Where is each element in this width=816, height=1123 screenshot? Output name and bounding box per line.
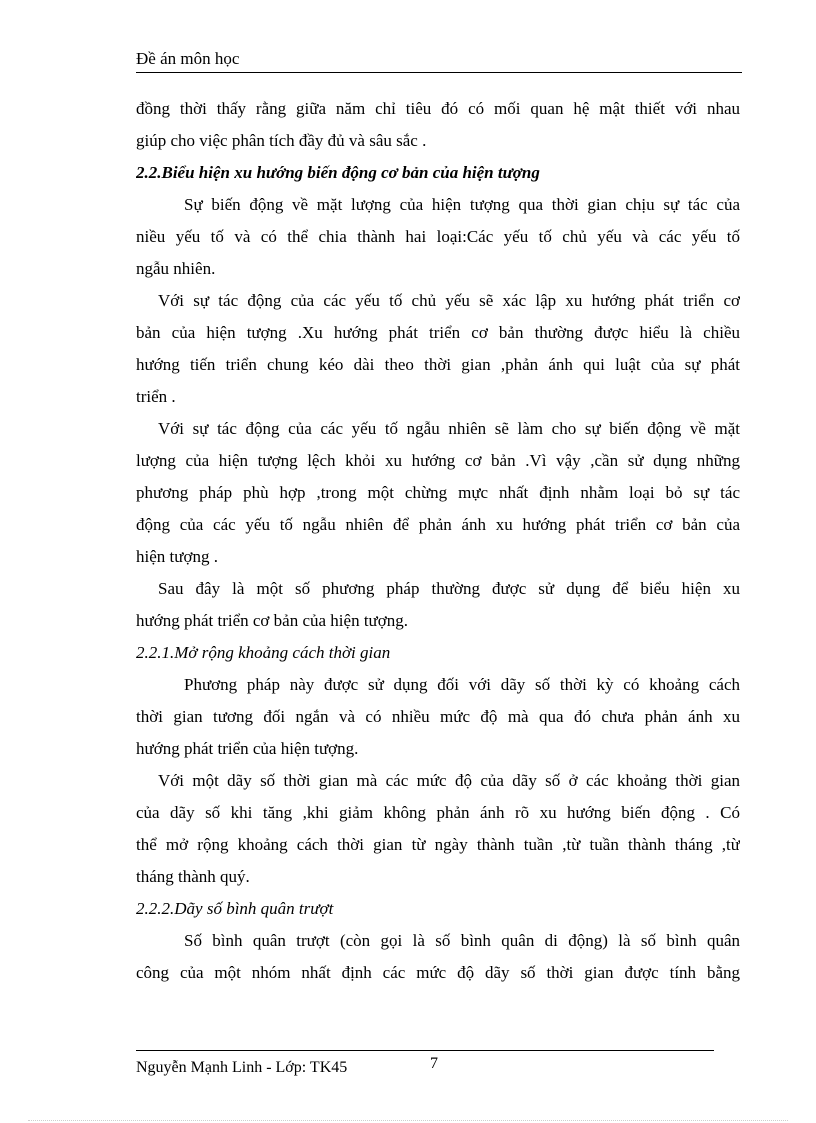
body-line-6: ngẫu nhiên.	[136, 259, 216, 278]
document-body	[136, 94, 740, 990]
body-line-13: phương pháp phù hợp ,trong một chừng mực nhất định nhằm loại bỏ sự tác	[136, 483, 740, 502]
subsection-heading-2-2-2: 2.2.2.Dãy số bình quân trượt	[136, 899, 334, 918]
body-line-19: Phương pháp này được sử dụng đối với dãy số thời kỳ có khoảng cách	[184, 675, 740, 694]
body-line-8: bản của hiện tượng .Xu hướng phát triển cơ bản thường được hiểu là chiều	[136, 323, 740, 342]
subsection-heading-2-2-1: 2.2.1.Mở rộng khoảng cách thời gian	[136, 643, 391, 662]
body-line-20: thời gian tương đối ngắn và có nhiều mức độ mà qua đó chưa phản ánh xu	[136, 707, 740, 726]
section-heading-2-2: 2.2.Biểu hiện xu hướng biến động cơ bản của hiện tượng	[136, 163, 540, 182]
body-line-23: của dãy số khi tăng ,khi giảm không phản ánh rõ xu hướng biến động . Có	[136, 803, 740, 822]
body-line-7: Với sự tác động của các yếu tố chủ yếu sẽ xác lập xu hướng phát triển cơ	[158, 291, 740, 310]
page-number: 7	[430, 1055, 438, 1072]
header-title: Đề án môn học	[136, 49, 240, 68]
body-line-1: đồng thời thấy rằng giữa năm chỉ tiêu đó có mối quan hệ mật thiết với nhau	[136, 99, 740, 118]
body-line-14: động của các yếu tố ngẫu nhiên để phản ánh xu hướng phát triển cơ bản của	[136, 515, 740, 534]
body-line-17: hướng phát triển cơ bản của hiện tượng.	[136, 611, 408, 630]
body-line-10: triển .	[136, 387, 176, 406]
body-line-9: hướng tiến triển chung kéo dài theo thời gian ,phản ánh qui luật của sự phát	[136, 355, 740, 374]
page-bottom-edge	[28, 1120, 788, 1121]
body-line-11: Với sự tác động của các yếu tố ngẫu nhiên sẽ làm cho sự biến động về mặt	[158, 419, 740, 438]
body-line-16: Sau đây là một số phương pháp thường được sử dụng để biểu hiện xu	[158, 579, 740, 598]
body-line-25: tháng thành quý.	[136, 867, 250, 886]
body-line-2: giúp cho việc phân tích đầy đủ và sâu sắc .	[136, 131, 427, 150]
body-line-28: công của một nhóm nhất định các mức độ dãy số thời gian được tính bằng	[136, 963, 740, 982]
body-line-15: hiện tượng .	[136, 547, 218, 566]
body-line-5: niều yếu tố và có thể chia thành hai loại:Các yếu tố chủ yếu và các yếu tố	[136, 227, 740, 246]
body-line-24: thể mở rộng khoảng cách thời gian từ ngày thành tuần ,từ tuần thành tháng ,từ	[136, 835, 740, 854]
footer-author: Nguyễn Mạnh Linh - Lớp: TK45	[136, 1059, 348, 1076]
page-header	[136, 48, 742, 73]
body-line-22: Với một dãy số thời gian mà các mức độ của dãy số ở các khoảng thời gian	[158, 771, 740, 790]
footer-divider	[136, 1050, 714, 1051]
body-line-12: lượng của hiện tượng lệch khỏi xu hướng cơ bản .Vì vậy ,cần sử dụng những	[136, 451, 740, 470]
body-line-21: hướng phát triển của hiện tượng.	[136, 739, 359, 758]
body-line-4: Sự biến động về mặt lượng của hiện tượng qua thời gian chịu sự tác của	[184, 195, 740, 214]
body-line-27: Số bình quân trượt (còn gọi là số bình quân di động) là số bình quân	[184, 931, 740, 950]
